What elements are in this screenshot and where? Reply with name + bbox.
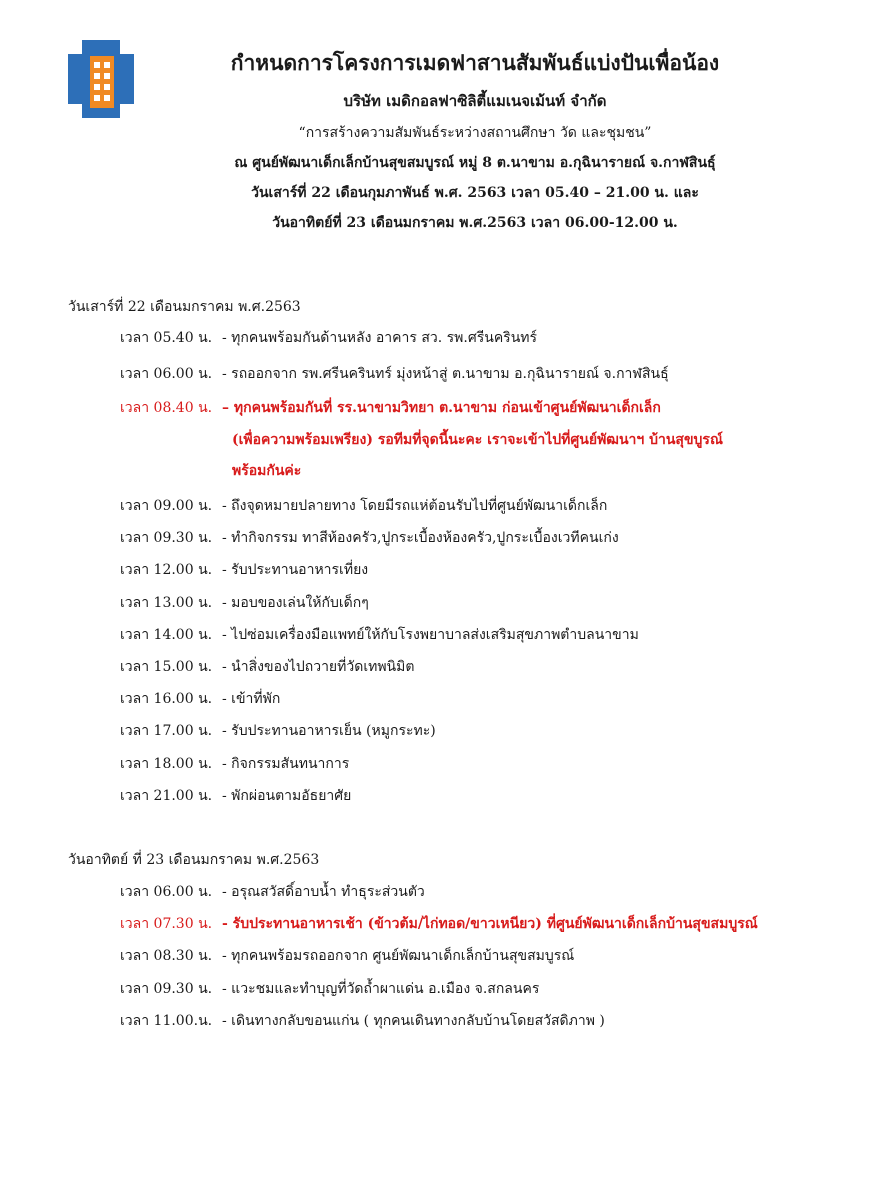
highlight-note-line: พร้อมกันค่ะ xyxy=(232,463,302,479)
schedule-item xyxy=(120,1011,605,1031)
schedule-item xyxy=(120,328,537,348)
item-time: เวลา 09.30 น. xyxy=(120,981,213,997)
item-desc: - เข้าที่พัก xyxy=(222,691,281,707)
page-title: กำหนดการโครงการเมดฟาสานสัมพันธ์แบ่งปันเพื่อน้อง xyxy=(230,50,720,75)
item-desc: - พักผ่อนตามอัธยาศัย xyxy=(222,788,352,804)
item-desc: - กิจกรรมสันทนาการ xyxy=(222,756,350,772)
item-desc: - รถออกจาก รพ.ศรีนครินทร์ มุ่งหน้าสู่ ต.นาขาม อ.กุฉินารายณ์ จ.กาฬสินธุ์ xyxy=(222,366,669,382)
schedule-item xyxy=(120,625,639,645)
schedule-item xyxy=(120,979,539,999)
item-time: เวลา 21.00 น. xyxy=(120,788,213,804)
project-subtitle: “การสร้างความสัมพันธ์ระหว่างสถานศึกษา วัด และชุมชน” xyxy=(298,125,652,141)
item-desc: - แวะชมและทำบุญที่วัดถ้ำผาแด่น อ.เมือง จ.สกลนคร xyxy=(222,981,540,997)
item-desc: - เดินทางกลับขอนแก่น ( ทุกคนเดินทางกลับบ้านโดยสวัสดิภาพ ) xyxy=(222,1013,605,1029)
item-time: เวลา 16.00 น. xyxy=(120,691,213,707)
day2-heading: วันอาทิตย์ ที่ 23 เดือนมกราคม พ.ศ.2563 xyxy=(68,852,320,868)
item-time: เวลา 05.40 น. xyxy=(120,330,213,346)
schedule-item xyxy=(120,721,436,741)
item-desc: - รับประทานอาหารเย็น (หมูกระทะ) xyxy=(222,723,436,739)
item-desc: - มอบของเล่นให้กับเด็กๆ xyxy=(222,595,369,611)
item-time: เวลา 06.00 น. xyxy=(120,884,213,900)
item-time: เวลา 17.00 น. xyxy=(120,723,213,739)
item-desc: - ไปซ่อมเครื่องมือแพทย์ให้กับโรงพยาบาลส่งเสริมสุขภาพตำบลนาขาม xyxy=(222,627,639,643)
schedule-item-highlight xyxy=(120,914,758,934)
schedule-item xyxy=(120,364,669,384)
schedule-item xyxy=(120,786,351,806)
highlight-note-line: (เพื่อความพร้อมเพรียง) รอทีมที่จุดนี้นะคะ เราจะเข้าไปที่ศูนย์พัฒนาฯ บ้านสุขบูรณ์ xyxy=(232,432,723,448)
item-desc: - รับประทานอาหารเที่ยง xyxy=(222,562,369,578)
schedule-item xyxy=(120,560,368,580)
item-desc: - ทำกิจกรรม ทาสีห้องครัว,ปูกระเบื้องห้องครัว,ปูกระเบื้องเวทีคนเก่ง xyxy=(222,530,619,546)
item-time: เวลา 14.00 น. xyxy=(120,627,213,643)
day1-heading: วันเสาร์ที่ 22 เดือนมกราคม พ.ศ.2563 xyxy=(68,299,301,315)
document-header xyxy=(150,50,800,242)
item-time: เวลา 15.00 น. xyxy=(120,659,213,675)
item-time: เวลา 07.30 น. xyxy=(120,916,213,932)
schedule-item xyxy=(120,689,280,709)
schedule-item xyxy=(120,593,369,613)
event-location: ณ ศูนย์พัฒนาเด็กเล็กบ้านสุขสมบูรณ์ หมู่ 8 ต.นาขาม อ.กุฉินารายณ์ จ.กาฬสินธุ์ xyxy=(234,155,716,171)
company-name: บริษัท เมดิกอลฟาซิลิตี้แมเนจเม้นท์ จำกัด xyxy=(343,92,607,110)
schedule-item-highlight xyxy=(120,398,661,418)
item-time: เวลา 09.30 น. xyxy=(120,530,213,546)
schedule-item xyxy=(120,946,574,966)
item-time: เวลา 08.30 น. xyxy=(120,948,213,964)
item-time: เวลา 06.00 น. xyxy=(120,366,213,382)
schedule-item xyxy=(120,657,414,677)
event-date-2: วันอาทิตย์ที่ 23 เดือนมกราคม พ.ศ.2563 เวลา 06.00-12.00 น. xyxy=(272,215,678,231)
schedule-item xyxy=(120,882,425,902)
item-desc: - ถึงจุดหมายปลายทาง โดยมีรถแห่ต้อนรับไปที่ศูนย์พัฒนาเด็กเล็ก xyxy=(222,498,608,514)
event-date-1: วันเสาร์ที่ 22 เดือนกุมภาพันธ์ พ.ศ. 2563 เวลา 05.40 – 21.00 น. และ xyxy=(251,185,699,201)
schedule-item xyxy=(120,754,349,774)
item-desc: - รับประทานอาหารเช้า (ข้าวต้ม/ไก่ทอด/ขาวเหนียว) ที่ศูนย์พัฒนาเด็กเล็กบ้านสุขสมบูรณ์ xyxy=(222,916,758,932)
item-desc: – ทุกคนพร้อมกันที่ รร.นาขามวิทยา ต.นาขาม ก่อนเข้าศูนย์พัฒนาเด็กเล็ก xyxy=(222,400,661,416)
item-time: เวลา 09.00 น. xyxy=(120,498,213,514)
schedule-item xyxy=(120,496,607,516)
schedule-item xyxy=(120,528,619,548)
item-time: เวลา 12.00 น. xyxy=(120,562,213,578)
item-desc: - ทุกคนพร้อมกันด้านหลัง อาคาร สว. รพ.ศรีนครินทร์ xyxy=(222,330,538,346)
item-desc: - อรุณสวัสดิ์อาบน้ำ ทำธุระส่วนตัว xyxy=(222,884,425,900)
item-time: เวลา 11.00.น. xyxy=(120,1013,213,1029)
item-time: เวลา 13.00 น. xyxy=(120,595,213,611)
item-time: เวลา 08.40 น. xyxy=(120,400,213,416)
company-logo-icon xyxy=(68,40,134,118)
item-desc: - ทุกคนพร้อมรถออกจาก ศูนย์พัฒนาเด็กเล็กบ้านสุขสมบูรณ์ xyxy=(222,948,575,964)
item-time: เวลา 18.00 น. xyxy=(120,756,213,772)
item-desc: - นำสิ่งของไปถวายที่วัดเทพนิมิต xyxy=(222,659,415,675)
